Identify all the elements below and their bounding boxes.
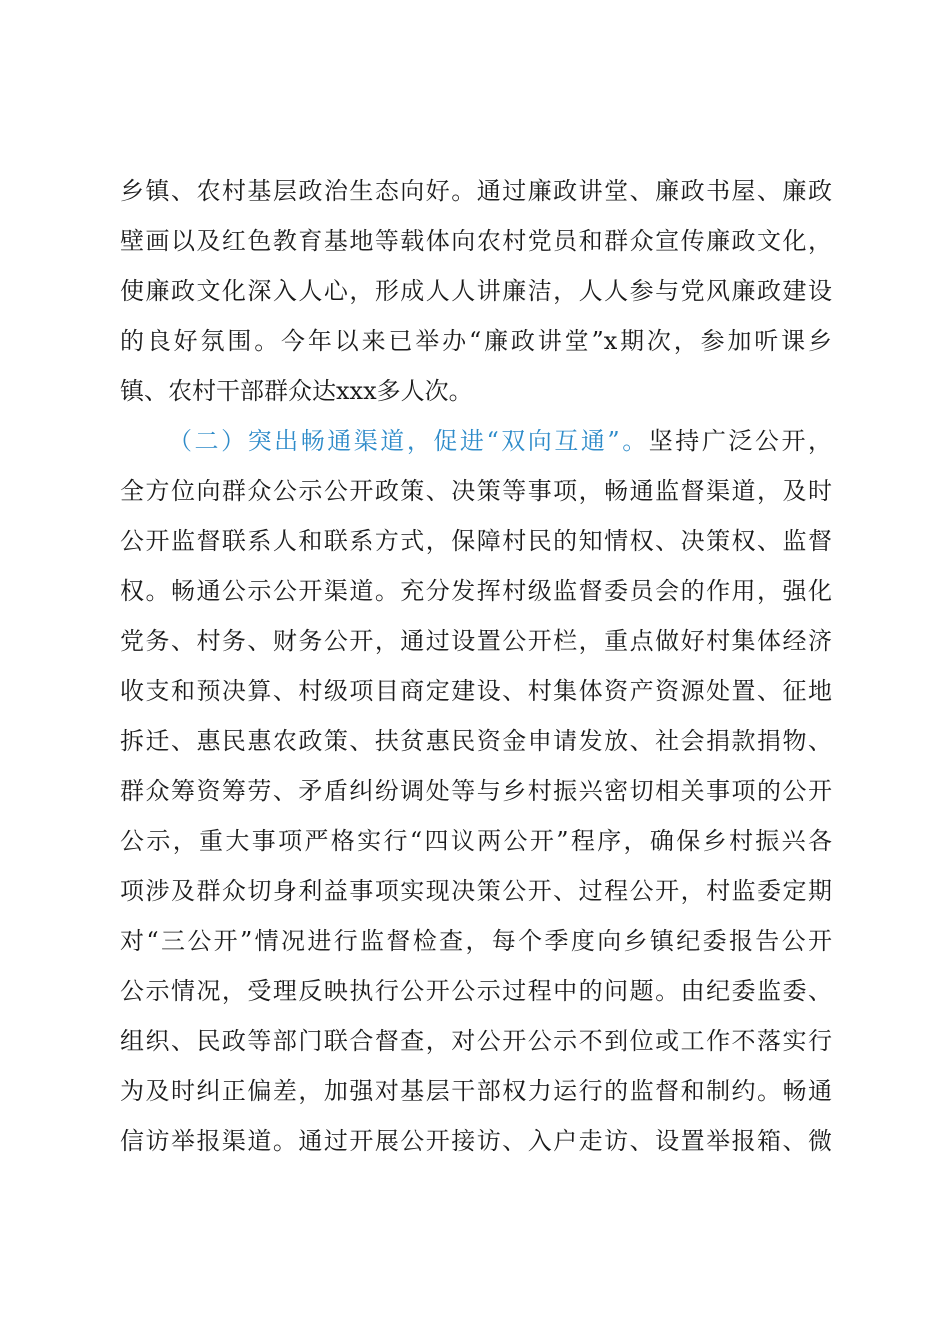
text-line: 公示情况，受理反映执行公开公示过程中的问题。由纪委监委、	[120, 977, 832, 1005]
text-line: 的良好氛围。今年以来已举办“廉政讲堂”x期次，参加听课乡	[120, 327, 832, 355]
heading-continuation: 坚持广泛公开，	[648, 427, 832, 455]
text-line: 群众筹资筹劳、矛盾纠纷调处等与乡村振兴密切相关事项的公开	[120, 777, 832, 805]
paragraph-1	[120, 166, 832, 416]
text-line: 使廉政文化深入人心，形成人人讲廉洁，人人参与党风廉政建设	[120, 277, 832, 305]
text-line: 乡镇、农村基层政治生态向好。通过廉政讲堂、廉政书屋、廉政	[120, 177, 832, 205]
text-line: 镇、农村干部群众达xxx多人次。	[120, 377, 473, 405]
text-line: 党务、村务、财务公开，通过设置公开栏，重点做好村集体经济	[120, 627, 832, 655]
text-line: 为及时纠正偏差，加强对基层干部权力运行的监督和制约。畅通	[120, 1077, 832, 1105]
text-line: 公开监督联系人和联系方式，保障村民的知情权、决策权、监督	[120, 527, 832, 555]
body-text	[120, 166, 832, 1166]
text-line: 信访举报渠道。通过开展公开接访、入户走访、设置举报箱、微	[120, 1127, 832, 1155]
text-line: 项涉及群众切身利益事项实现决策公开、过程公开，村监委定期	[120, 877, 832, 905]
paragraph-2	[120, 416, 832, 1166]
text-line: 组织、民政等部门联合督查，对公开公示不到位或工作不落实行	[120, 1027, 832, 1055]
text-line: 收支和预决算、村级项目商定建设、村集体资产资源处置、征地	[120, 677, 832, 705]
text-line: 全方位向群众公示公开政策、决策等事项，畅通监督渠道，及时	[120, 477, 832, 505]
paragraph-2-first-line	[120, 416, 832, 466]
section-heading: （二）突出畅通渠道，促进“双向互通”。	[168, 427, 649, 455]
text-line: 壁画以及红色教育基地等载体向农村党员和群众宣传廉政文化，	[120, 227, 832, 255]
text-line: 拆迁、惠民惠农政策、扶贫惠民资金申请发放、社会捐款捐物、	[120, 727, 832, 755]
text-line: 权。畅通公示公开渠道。充分发挥村级监督委员会的作用，强化	[120, 577, 832, 605]
text-line: 对“三公开”情况进行监督检查，每个季度向乡镇纪委报告公开	[120, 927, 832, 955]
text-line: 公示，重大事项严格实行“四议两公开”程序，确保乡村振兴各	[120, 827, 832, 855]
